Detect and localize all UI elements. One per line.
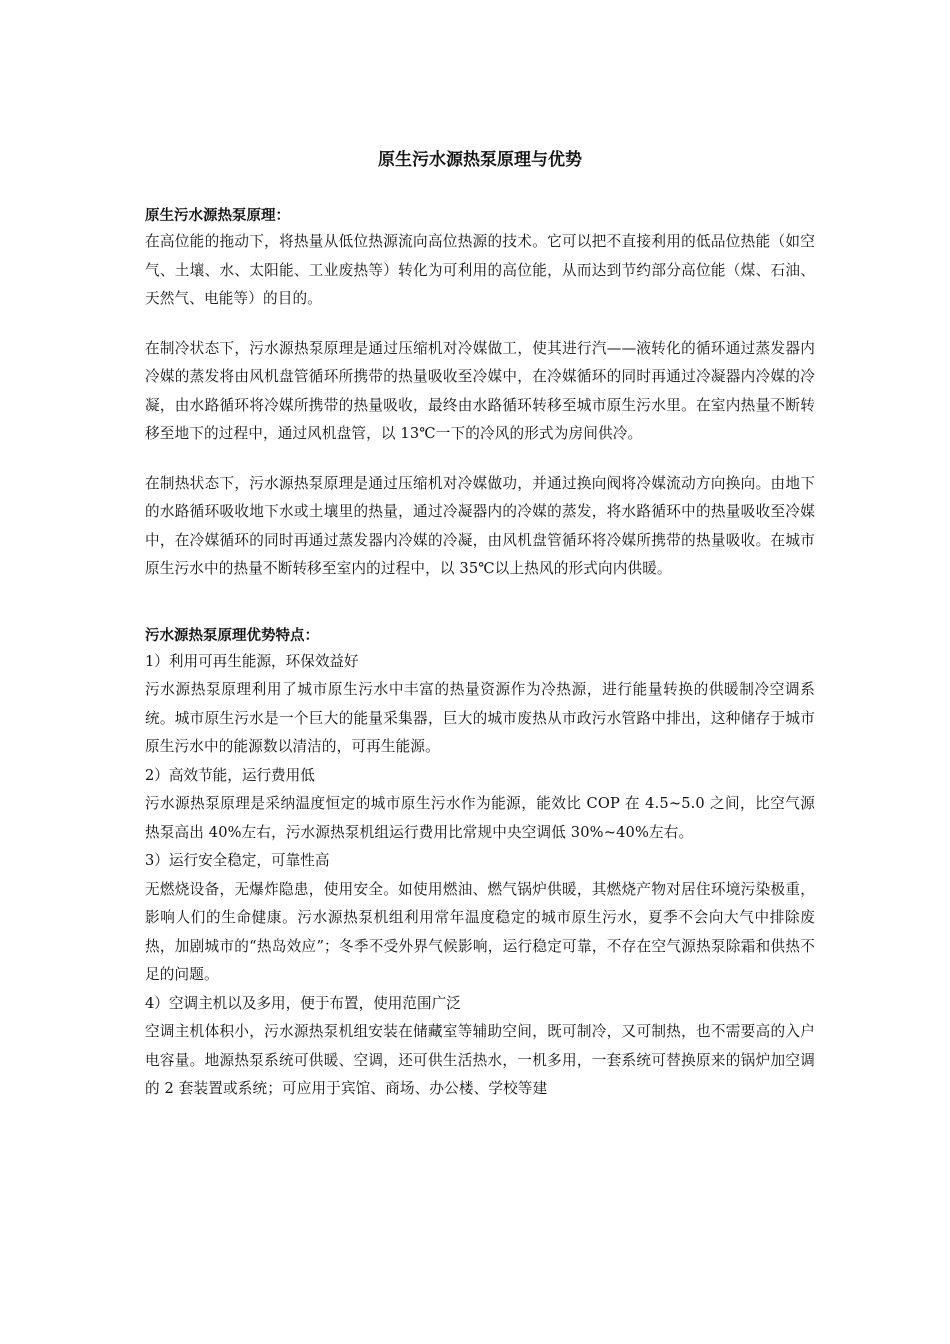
advantage-title-4: 4）空调主机以及多用，便于布置，使用范围广泛 [145, 994, 461, 1012]
document-title: 原生污水源热泵原理与优势 [378, 150, 582, 170]
advantage-text-3: 无燃烧设备，无爆炸隐患，使用安全。如使用燃油、燃气锅炉供暖，其燃烧产物对居住环境污染极重，影响人们的生命健康。污水源热泵机组利用常年温度稳定的城市原生污水，夏季不会向大气中排除废热，加剧城市的“热岛效应”；冬季不受外界气候影响，运行稳定可靠，不存在空气源热泵除霜和供热不足的问题。 [145, 880, 815, 983]
advantage-text-4: 空调主机体积小，污水源热泵机组安装在储藏室等辅助空间，既可制冷，又可制热，也不需要高的入户电容量。地源热泵系统可供暖、空调，还可供生活热水，一机多用，一套系统可替换原来的锅炉加空调的 2 套装置或系统；可应用于宾馆、商场、办公楼、学校等建 [145, 1023, 815, 1097]
advantage-title-2: 2）高效节能，运行费用低 [145, 766, 315, 784]
paragraph-heating-mode: 在制热状态下，污水源热泵原理是通过压缩机对冷媒做功，并通过换向阀将冷媒流动方向换向。由地下的水路循环吸收地下水或土壤里的热量，通过冷凝器内的冷媒的蒸发，将水路循环中的热量吸收至冷媒中，在冷媒循环的同时再通过蒸发器内冷媒的冷凝，由风机盘管循环将冷媒所携带的热量吸收。在城市原生污水中的热量不断转移至室内的过程中，以 35℃以上热风的形式向内供暖。 [145, 474, 815, 577]
paragraph-cooling-mode: 在制冷状态下，污水源热泵原理是通过压缩机对冷媒做工，使其进行汽——液转化的循环通过蒸发器内冷媒的蒸发将由风机盘管循环所携带的热量吸收至冷媒中，在冷媒循环的同时再通过冷凝器内冷媒的冷凝，由水路循环将冷媒所携带的热量吸收，最终由水路循环转移至城市原生污水里。在室内热量不断转移至地下的过程中，通过风机盘管，以 13℃一下的冷风的形式为房间供冷。 [145, 339, 815, 442]
section-heading-advantages: 污水源热泵原理优势特点： [145, 627, 319, 644]
advantage-title-3: 3）运行安全稳定，可靠性高 [145, 852, 330, 869]
advantage-title-1: 1）利用可再生能源，环保效益好 [145, 652, 359, 670]
advantage-text-2: 污水源热泵原理是采纳温度恒定的城市原生污水作为能源，能效比 COP 在 4.5~5.0 之间，比空气源热泵高出 40%左右，污水源热泵机组运行费用比常规中央空调低 30%~40%左右。 [145, 795, 815, 841]
advantage-text-1: 污水源热泵原理利用了城市原生污水中丰富的热量资源作为冷热源，进行能量转换的供暖制冷空调系统。城市原生污水是一个巨大的能量采集器，巨大的城市废热从市政污水管路中排出，这种储存于城市原生污水中的能源数以清洁的，可再生能源。 [145, 681, 815, 755]
paragraph-definition: 在高位能的拖动下，将热量从低位热源流向高位热源的技术。它可以把不直接利用的低品位热能（如空气、土壤、水、太阳能、工业废热等）转化为可利用的高位能，从而达到节约部分高位能（煤、石油、天然气、电能等）的目的。 [145, 233, 815, 307]
section-heading-principle: 原生污水源热泵原理： [145, 208, 290, 224]
document-page [145, 148, 815, 1104]
